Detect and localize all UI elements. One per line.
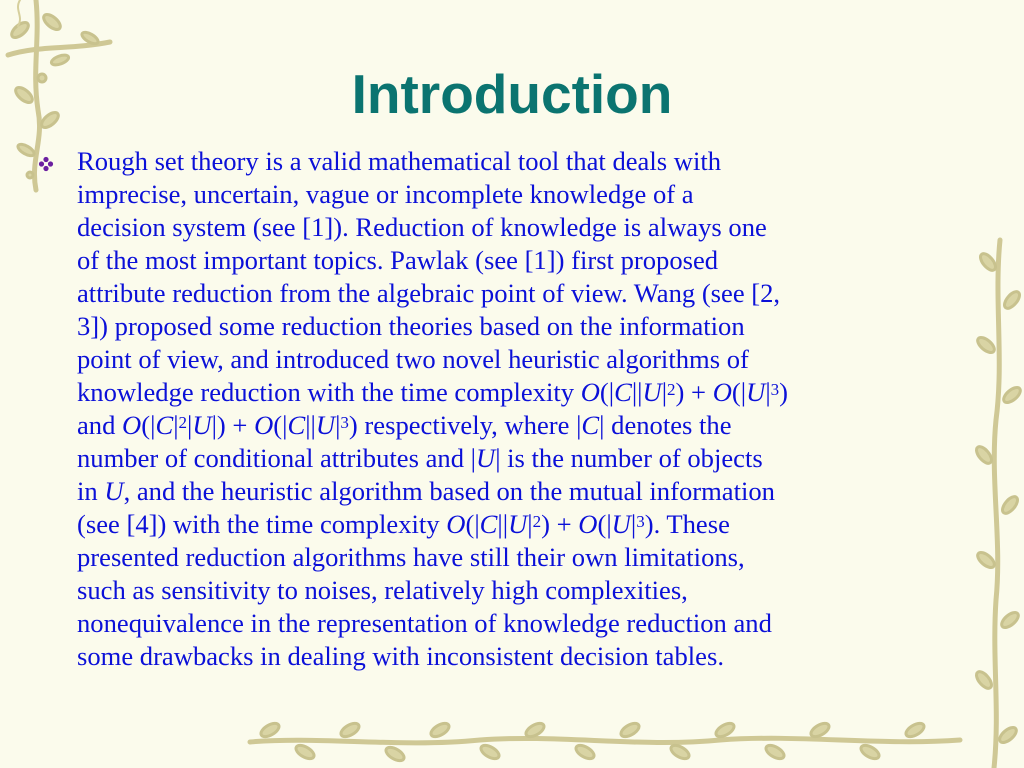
text-line-6: 3]) proposed some reduction theories based on the information: [77, 311, 745, 341]
text-line-2: imprecise, uncertain, vague or incomplete knowledge of a: [77, 179, 694, 209]
text-line-4: of the most important topics. Pawlak (see [1]) first proposed: [77, 245, 719, 275]
body-paragraph: [77, 145, 997, 673]
text-line-11: in U, and the heuristic algorithm based on the mutual information: [77, 476, 775, 506]
slide-title: Introduction: [351, 63, 673, 125]
text-line-10: number of conditional attributes and |U| is the number of objects: [77, 443, 763, 473]
text-line-1: Rough set theory is a valid mathematical tool that deals with: [77, 146, 722, 176]
text-line-12: (see [4]) with the time complexity $O(|C||U|^2) + O(|U|^3)$. These: [77, 509, 730, 539]
text-line-15: nonequivalence in the representation of knowledge reduction and: [77, 608, 772, 638]
diamond-bullet-icon: [38, 156, 54, 172]
text-line-7: point of view, and introduced two novel heuristic algorithms of: [77, 344, 749, 374]
text-line-5: attribute reduction from the algebraic point of view. Wang (see [2,: [77, 278, 781, 308]
text-line-13: presented reduction algorithms have still their own limitations,: [77, 542, 745, 572]
text-line-9: and $O(|C|^2|U|) + O(|C||U|^3)$ respectively, where |C| denotes the: [77, 410, 732, 440]
text-line-16: some drawbacks in dealing with inconsistent decision tables.: [77, 641, 724, 671]
text-line-14: such as sensitivity to noises, relatively high complexities,: [77, 575, 688, 605]
text-line-8: knowledge reduction with the time complexity $O(|C||U|^2) + O(|U|^3)$: [77, 377, 789, 407]
text-line-3: decision system (see [1]). Reduction of knowledge is always one: [77, 212, 767, 242]
